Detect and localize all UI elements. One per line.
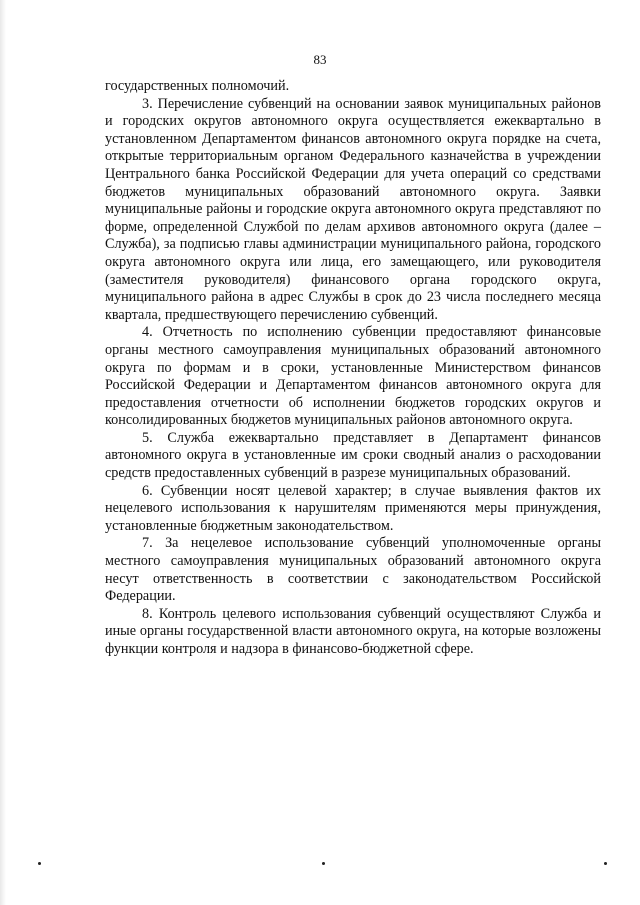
paragraph-7: 7. За нецелевое использование субвенций уполномоченные органы местного самоуправления муниципальных образований автономного округа несут ответственность в соответствии с законодательством Российской Федерации. xyxy=(105,535,601,605)
document-body xyxy=(105,78,601,659)
paragraph-continuation: государственных полномочий. xyxy=(105,78,290,94)
paragraph-6: 6. Субвенции носят целевой характер; в случае выявления фактов их нецелевого использования к нарушителям применяются меры принуждения, установленные бюджетным законодательством. xyxy=(105,482,601,534)
scan-dot-center xyxy=(322,862,325,865)
scan-dot-left xyxy=(38,862,41,865)
page-number: 83 xyxy=(313,52,327,67)
scan-edge xyxy=(0,0,6,905)
paragraph-8: 8. Контроль целевого использования субвенций осуществляют Служба и иные органы государственной власти автономного округа, на которые возложены функции контроля и надзора в финансово-бюджетной сфере. xyxy=(105,605,601,657)
paragraph-3: 3. Перечисление субвенций на основании заявок муниципальных районов и городских округов автономного округа осуществляется ежеквартально в установленном Департаментом финансов автономного округа порядке на счета, открытые территориальным органом Федерального казначейства в учреждении Центрального банка Российской Федерации для учета операций со средствами бюджетов муниципальных образований автономного округа. Заявки муниципальные районы и городские округа автономного округа представляют по форме, определенной Службой по делам архивов автономного округа (далее – Служба), за подписью главы администрации муниципального района, городского округа автономного округа или лица, его замещающего, или руководителя (заместителя руководителя) финансового органа городского округа, муниципального района в адрес Службы в срок до 23 числа последнего месяца квартала, предшествующего перечислению субвенций. xyxy=(105,95,601,323)
scan-dot-right xyxy=(604,862,607,865)
paragraph-4: 4. Отчетность по исполнению субвенции предоставляют финансовые органы местного самоуправления муниципальных образований автономного округа по формам и в сроки, установленные Министерством финансов Российской Федерации и Департаментом финансов автономного округа для предоставления отчетности об исполнении бюджетов городских округов и консолидированных бюджетов муниципальных районов автономного округа. xyxy=(105,324,601,429)
paragraph-5: 5. Служба ежеквартально представляет в Департамент финансов автономного округа в установленные им сроки сводный анализ о расходовании средств предоставленных субвенций в разрезе муниципальных образований. xyxy=(105,429,601,482)
